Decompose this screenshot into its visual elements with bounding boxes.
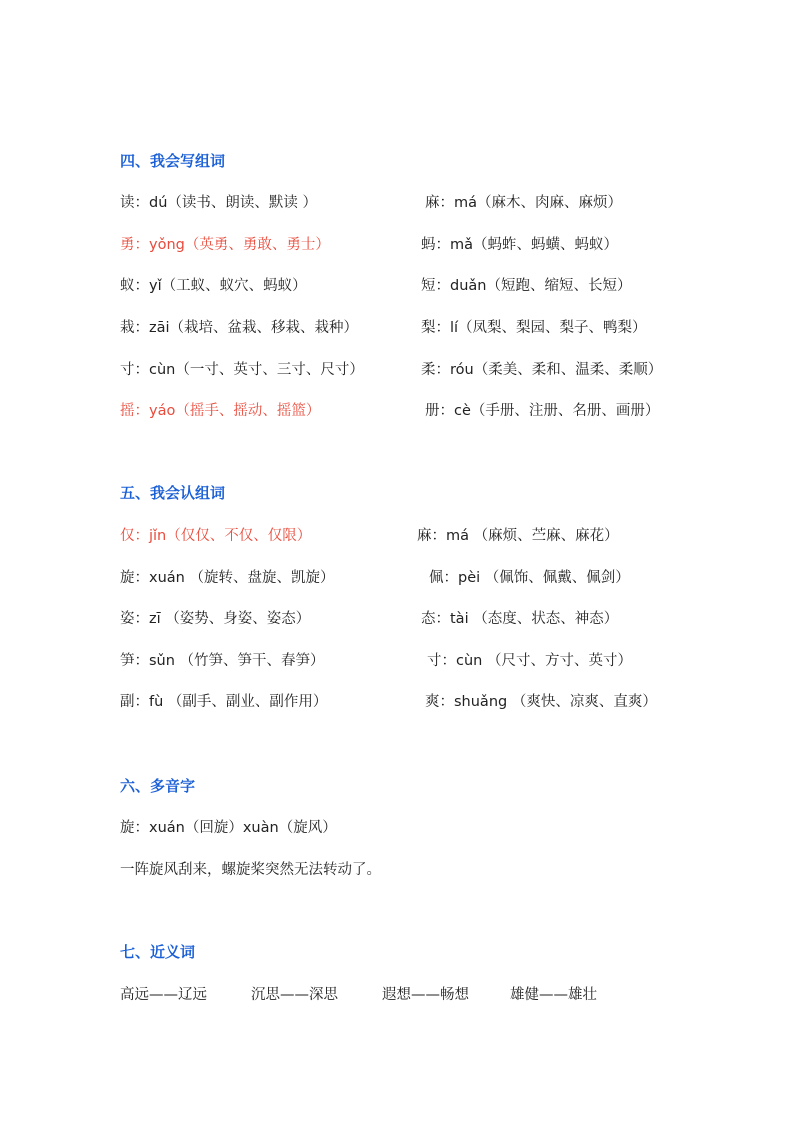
word-entry: 态：tài （态度、状态、神态） bbox=[421, 611, 619, 627]
example-sentence: 一阵旋风刮来，螺旋桨突然无法转动了。 bbox=[120, 862, 381, 878]
word-entry: 蚂：mǎ（蚂蚱、蚂蟥、蚂蚁） bbox=[421, 237, 619, 253]
word-entry: 旋：xuán （旋转、盘旋、凯旋） bbox=[120, 570, 335, 586]
word-entry: 蚁：yǐ（工蚁、蚁穴、蚂蚁） bbox=[120, 278, 307, 294]
word-entry: 寸：cùn （尺寸、方寸、英寸） bbox=[427, 653, 632, 669]
word-entry: 副：fù （副手、副业、副作用） bbox=[120, 694, 328, 710]
word-entry-highlight: 勇：yǒng（英勇、勇敢、勇士） bbox=[120, 237, 330, 253]
word-entry: 梨：lí（凤梨、梨园、梨子、鸭梨） bbox=[421, 320, 647, 336]
section-heading: 五、我会认组词 bbox=[120, 484, 226, 502]
word-entry: 读：dú（读书、朗读、默读 ） bbox=[120, 195, 318, 211]
word-entry: 册：cè（手册、注册、名册、画册） bbox=[425, 403, 660, 419]
word-entry-highlight: 摇：yáo（摇手、摇动、摇篮） bbox=[120, 403, 321, 419]
word-entry: 寸：cùn（一寸、英寸、三寸、尺寸） bbox=[120, 362, 364, 378]
word-entry: 笋：sǔn （竹笋、笋干、春笋） bbox=[120, 653, 325, 669]
word-entry: 姿：zī （姿势、身姿、姿态） bbox=[120, 611, 311, 627]
word-entry: 麻：má （麻烦、苎麻、麻花） bbox=[417, 528, 619, 544]
word-entry: 栽：zāi（栽培、盆栽、移栽、栽种） bbox=[120, 320, 359, 336]
word-entry: 佩：pèi （佩饰、佩戴、佩剑） bbox=[429, 570, 630, 586]
synonym-pair: 遐想——畅想 bbox=[382, 987, 469, 1003]
section-heading: 四、我会写组词 bbox=[120, 152, 226, 170]
word-entry: 短：duǎn（短跑、缩短、长短） bbox=[421, 278, 632, 294]
word-entry: 爽：shuǎng （爽快、凉爽、直爽） bbox=[425, 694, 657, 710]
word-entry: 柔：róu（柔美、柔和、温柔、柔顺） bbox=[421, 362, 663, 378]
polyphone-line: 旋：xuán（回旋）xuàn（旋风） bbox=[120, 820, 337, 836]
section-heading: 七、近义词 bbox=[120, 943, 196, 961]
synonym-pair: 雄健——雄壮 bbox=[510, 987, 597, 1003]
word-entry: 麻：má（麻木、肉麻、麻烦） bbox=[425, 195, 623, 211]
word-entry-highlight: 仅：jǐn（仅仅、不仅、仅限） bbox=[120, 528, 312, 544]
synonym-pair: 沉思——深思 bbox=[251, 987, 338, 1003]
synonym-pair: 高远——辽远 bbox=[120, 987, 207, 1003]
section-heading: 六、多音字 bbox=[120, 777, 196, 795]
